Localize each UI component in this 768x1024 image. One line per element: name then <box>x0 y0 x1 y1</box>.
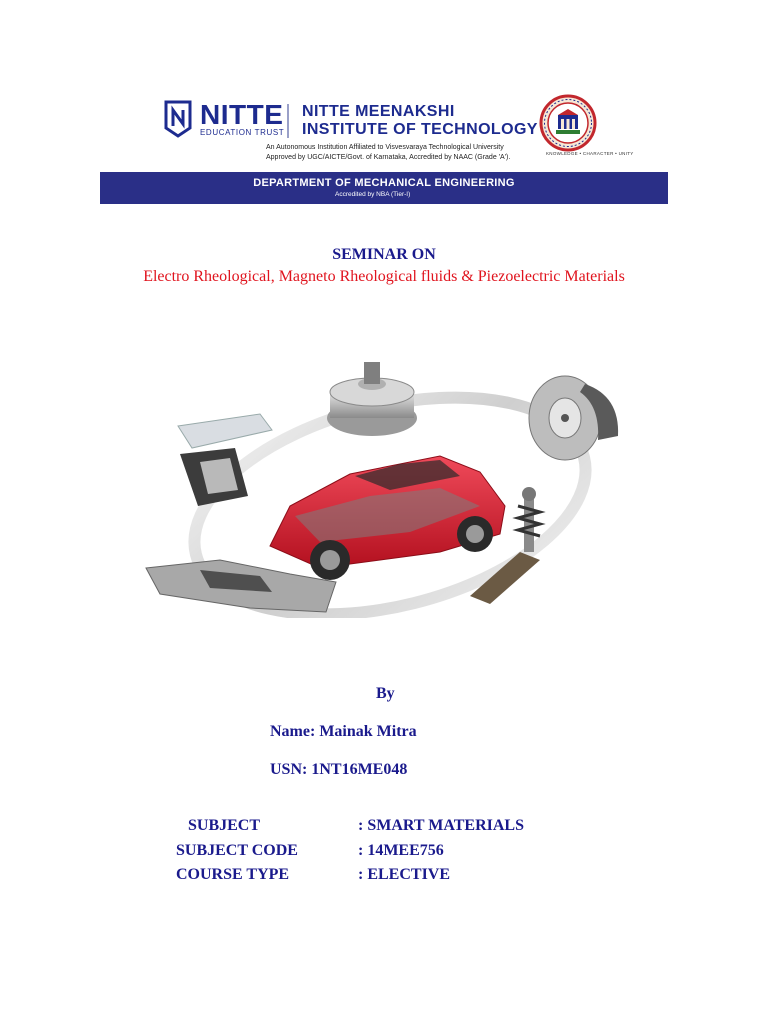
detail-value-subject: : SMART MATERIALS <box>358 817 524 834</box>
floor-panel-icon <box>146 560 336 612</box>
engine-mount-icon <box>327 362 417 436</box>
detail-label-course-type: COURSE TYPE <box>176 866 290 883</box>
affiliation-line2: Approved by UGC/AICTE/Govt. of Karnataka, Accredited by NAAC (Grade 'A'). <box>266 154 511 161</box>
seal-motto: KNOWLEDGE • CHARACTER • UNITY <box>546 151 634 156</box>
institute-seal-icon <box>536 93 600 157</box>
detail-label-subject-code: SUBJECT CODE <box>176 842 298 859</box>
affiliation-line1: An Autonomous Institution Affiliated to Visvesvaraya Technological University <box>266 144 504 151</box>
department-banner <box>100 172 668 204</box>
institute-name-line1: NITTE MEENAKSHI <box>302 103 455 120</box>
department-title: DEPARTMENT OF MECHANICAL ENGINEERING <box>253 177 515 189</box>
by-label: By <box>376 685 395 702</box>
department-accreditation: Accredited by NBA (Tier-I) <box>335 191 411 198</box>
brand-subtitle: EDUCATION TRUST <box>200 128 285 137</box>
detail-value-course-type: : ELECTIVE <box>358 866 451 883</box>
brand-name: NITTE <box>200 99 284 130</box>
automotive-components-illustration <box>140 356 640 618</box>
sports-car-icon <box>270 456 505 580</box>
seminar-topic: Electro Rheological, Magneto Rheological fluids & Piezoelectric Materials <box>143 268 625 285</box>
affiliation-text <box>266 143 546 163</box>
seminar-heading: SEMINAR ON <box>332 246 436 263</box>
institute-name-line2: INSTITUTE OF TECHNOLOGY <box>302 121 538 138</box>
detail-label-subject: SUBJECT <box>188 817 261 834</box>
brake-disc-icon <box>529 376 618 460</box>
detail-value-subject-code: : 14MEE756 <box>358 842 444 859</box>
author-usn: USN: 1NT16ME048 <box>270 761 408 778</box>
nitte-logo-icon <box>163 100 193 138</box>
author-name: Name: Mainak Mitra <box>270 723 417 740</box>
header-divider <box>287 104 289 138</box>
